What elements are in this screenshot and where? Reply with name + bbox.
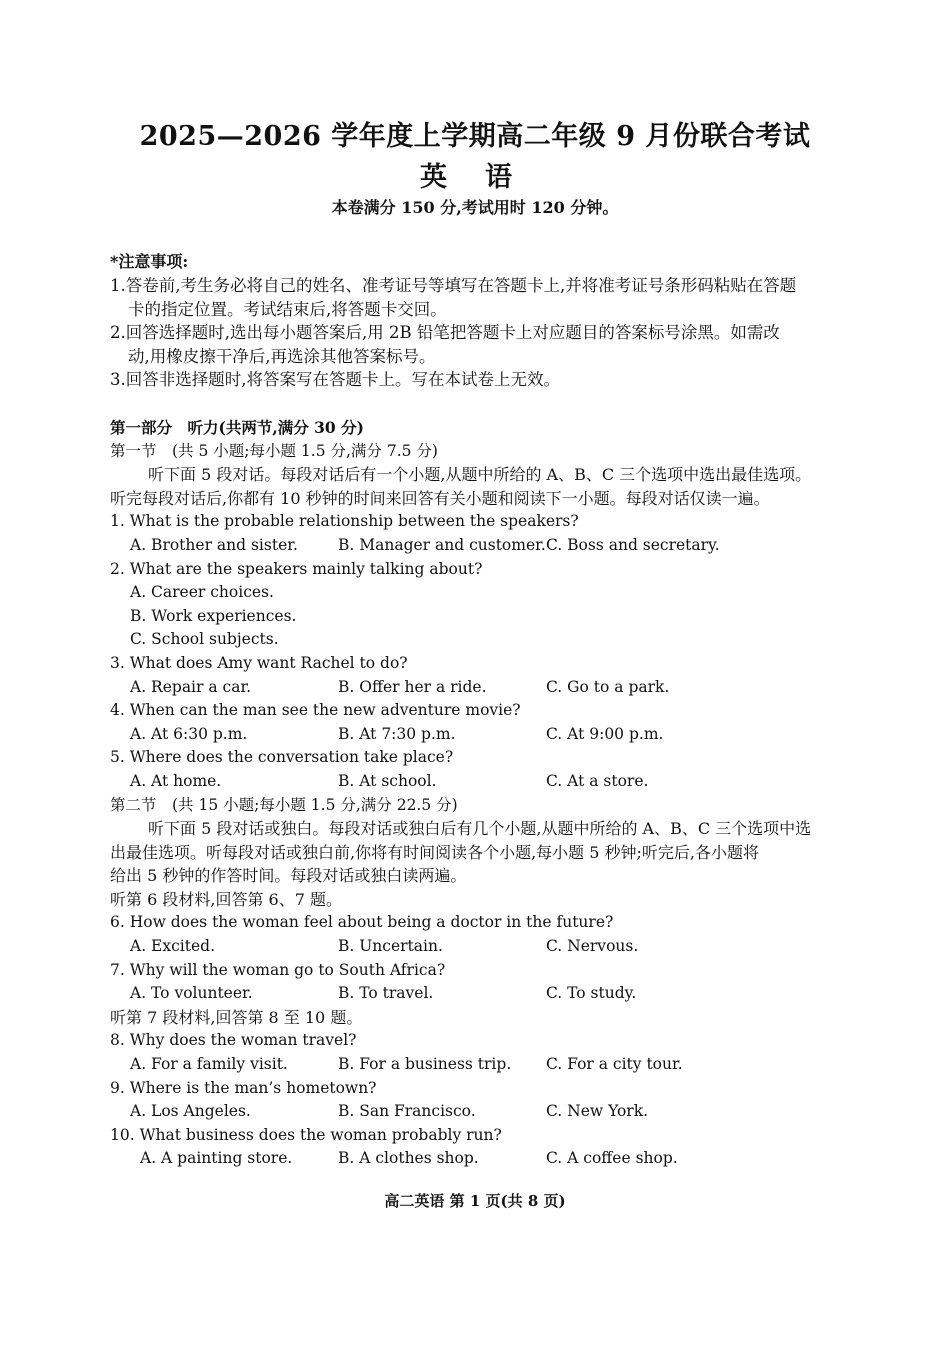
notice-item: 2.回答选择题时,选出每小题答案后,用 2B 铅笔把答题卡上对应题目的答案标号涂黑。如需改 [110, 323, 780, 343]
section2-heading: 第二节 (共 15 小题;每小题 1.5 分,满分 22.5 分) [110, 795, 458, 814]
option-a: A. Repair a car. [130, 677, 252, 696]
option-b: B. Offer her a ride. [338, 677, 487, 696]
question-stem: 2. What are the speakers mainly talking about? [110, 559, 483, 578]
notice-item: 卡的指定位置。考试结束后,将答题卡交回。 [128, 299, 447, 319]
option-a: A. A painting store. [140, 1149, 293, 1168]
score-info: 本卷满分 150 分,考试用时 120 分钟。 [331, 198, 619, 217]
option-c: C. At 9:00 p.m. [546, 724, 664, 743]
listening-part [110, 416, 910, 1171]
material-heading: 听第 6 段材料,回答第 6、7 题。 [110, 889, 342, 909]
question-stem: 1. What is the probable relationship between the speakers? [110, 512, 579, 531]
option-c: C. School subjects. [130, 630, 279, 649]
part1-heading: 第一部分 听力(共两节,满分 30 分) [110, 418, 364, 437]
option-a: A. Los Angeles. [130, 1102, 251, 1121]
question-stem: 3. What does Amy want Rachel to do? [110, 653, 408, 672]
option-a: A. Excited. [130, 937, 215, 956]
section2-instructions: 听下面 5 段对话或独白。每段对话或独白后有几个小题,从题中所给的 A、B、C 三个选项中选 [148, 819, 812, 839]
option-c: C. Nervous. [546, 937, 639, 956]
notice-block [110, 250, 910, 392]
options-row [110, 935, 910, 959]
section1-heading: 第一节 (共 5 小题;每小题 1.5 分,满分 7.5 分) [110, 441, 438, 460]
option-a: A. To volunteer. [130, 984, 253, 1003]
option-c: C. Boss and secretary. [546, 535, 720, 554]
section2-instructions: 出最佳选项。听每段对话或独白前,你将有时间阅读各个小题,每小题 5 秒钟;听完后,各小题将 [110, 842, 760, 862]
options-row [110, 1100, 910, 1124]
question-stem: 4. When can the man see the new adventure movie? [110, 701, 521, 720]
question-stem: 9. Where is the man’s hometown? [110, 1078, 377, 1097]
option-b: B. At 7:30 p.m. [338, 724, 456, 743]
option-b: B. At school. [338, 771, 437, 790]
options-row [110, 676, 910, 700]
question-stem: 7. Why will the woman go to South Africa? [110, 960, 446, 979]
option-c: C. To study. [546, 984, 637, 1003]
section2-instructions: 给出 5 秒钟的作答时间。每段对话或独白读两遍。 [110, 866, 467, 886]
option-a: A. Brother and sister. [130, 535, 298, 554]
option-c: C. New York. [546, 1102, 649, 1121]
notice-heading: *注意事项: [110, 252, 189, 271]
option-a: A. At home. [130, 771, 222, 790]
option-a: A. Career choices. [130, 583, 274, 602]
question-stem: 10. What business does the woman probably run? [110, 1125, 502, 1144]
material-heading: 听第 7 段材料,回答第 8 至 10 题。 [110, 1007, 363, 1027]
option-b: B. A clothes shop. [338, 1149, 479, 1168]
option-c: C. At a store. [546, 771, 649, 790]
options-row [110, 534, 910, 558]
notice-item: 3.回答非选择题时,将答案写在答题卡上。写在本试卷上无效。 [110, 370, 560, 390]
question-stem: 6. How does the woman feel about being a doctor in the future? [110, 913, 614, 932]
exam-title: 2025—2026 学年度上学期高二年级 9 月份联合考试 [139, 121, 811, 152]
option-c: C. A coffee shop. [546, 1149, 678, 1168]
options-row [110, 1147, 910, 1171]
option-b: B. Uncertain. [338, 937, 443, 956]
notice-item: 动,用橡皮擦干净后,再选涂其他答案标号。 [128, 346, 436, 366]
option-c: C. For a city tour. [546, 1055, 683, 1074]
page-footer: 高二英语 第 1 页(共 8 页) [384, 1192, 566, 1210]
options-row [110, 1053, 910, 1077]
options-row [110, 770, 910, 794]
section1-instructions: 听完每段对话后,你都有 10 秒钟的时间来回答有关小题和阅读下一小题。每段对话仅读一遍。 [110, 488, 770, 508]
notice-item: 1.答卷前,考生务必将自己的姓名、准考证号等填写在答题卡上,并将准考证号条形码粘贴在答题 [110, 276, 797, 295]
section1-instructions: 听下面 5 段对话。每段对话后有一个小题,从题中所给的 A、B、C 三个选项中选出最佳选项。 [148, 465, 812, 485]
option-b: B. Manager and customer. [338, 535, 546, 554]
option-b: B. San Francisco. [338, 1102, 476, 1121]
option-b: B. To travel. [338, 984, 434, 1003]
question-stem: 8. Why does the woman travel? [110, 1031, 357, 1050]
option-b: B. Work experiences. [130, 606, 297, 625]
subject-title: 英语 [420, 162, 550, 193]
option-a: A. For a family visit. [130, 1055, 288, 1074]
options-row [110, 723, 910, 747]
question-stem: 5. Where does the conversation take place? [110, 748, 454, 767]
option-a: A. At 6:30 p.m. [130, 724, 248, 743]
options-row [110, 982, 910, 1006]
option-b: B. For a business trip. [338, 1055, 512, 1074]
option-c: C. Go to a park. [546, 677, 670, 696]
